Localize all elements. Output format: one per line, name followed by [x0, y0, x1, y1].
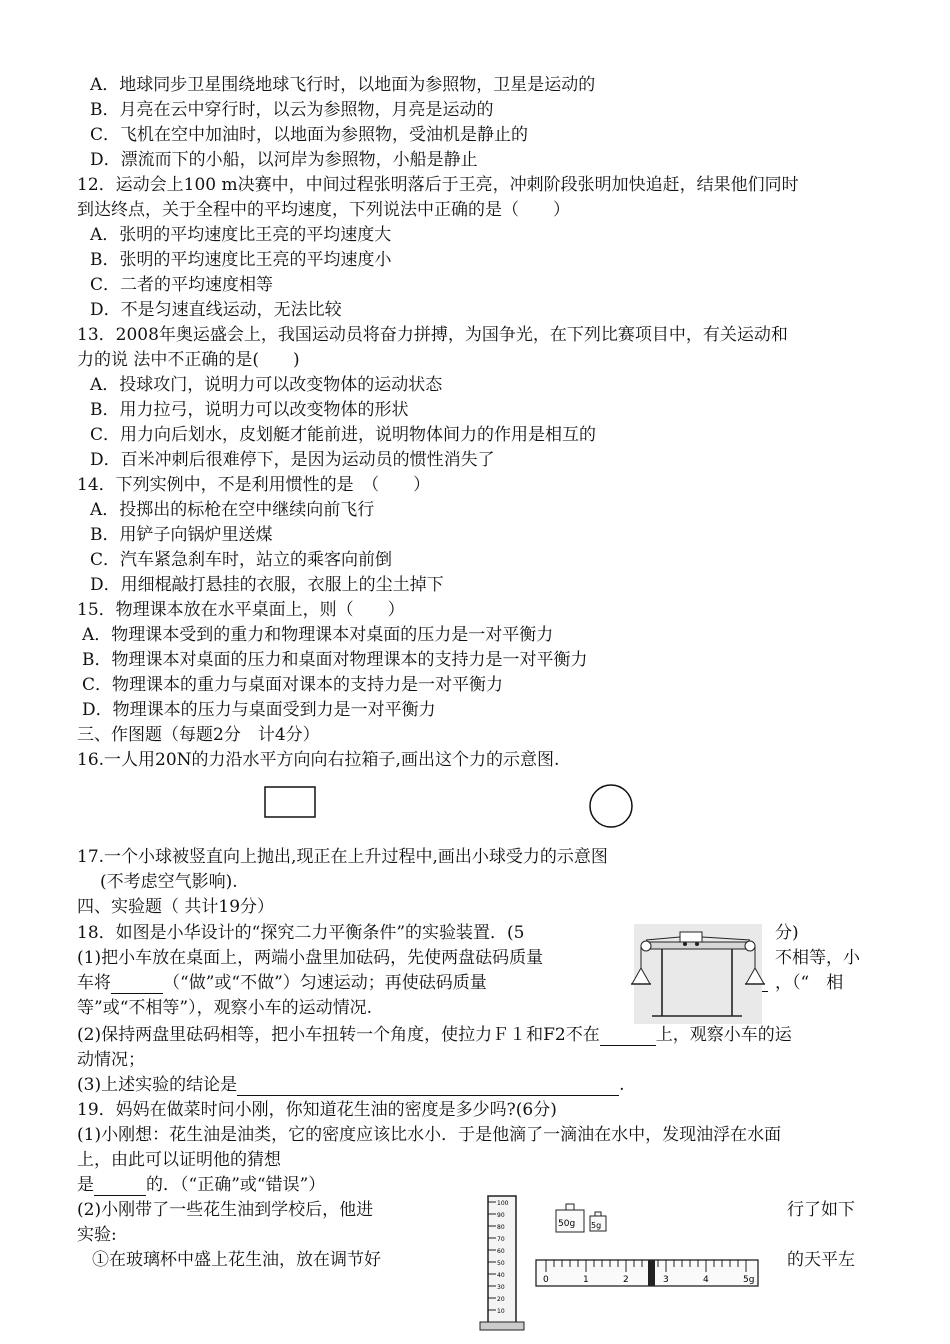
ruler-tick-label: 5g: [743, 1275, 755, 1285]
section-3-heading: 三、作图题（每题2分 计4分）: [77, 725, 320, 745]
q12-stem-line2: 到达终点，关于全程中的平均速度，下列说法中正确的是（ ）: [77, 200, 570, 220]
q18-part1-line3: 等”或“不相等”），观察小车的运动情况.: [77, 998, 372, 1018]
q18-part2-text-b: 上，观察小车的运: [655, 1025, 792, 1045]
q18-part1-text-b: （“做”或“不做”）匀速运动；再使砝码质量: [163, 973, 487, 993]
cylinder-tick-label: 20: [497, 1296, 505, 1303]
q12-option-a: A．张明的平均速度比王亮的平均速度大: [90, 225, 392, 245]
q13-stem-line1: 13．2008年奥运盛会上，我国运动员将奋力拼搏，为国争光，在下列比赛项目中，有关运动和: [77, 325, 788, 345]
cylinder-tick-label: 30: [497, 1284, 505, 1291]
q18-part3: [77, 1074, 625, 1096]
weights: [556, 1204, 606, 1232]
cylinder-tick-label: 10: [497, 1308, 505, 1315]
q18-part3-end: .: [619, 1075, 625, 1095]
q11-option-c: C．飞机在空中加油时，以地面为参照物，受油机是静止的: [90, 125, 529, 145]
q12-stem-line1: 12．运动会上100 m决赛中，中间过程张明落后于王亮，冲刺阶段张明加快追赶，结果他们同时: [77, 175, 799, 195]
q15-stem: 15．物理课本放在水平桌面上，则（ ）: [77, 600, 405, 620]
box-drawing: [260, 782, 322, 822]
q18-blank-1[interactable]: [111, 977, 163, 994]
q19-part1-line2: 上，由此可以证明他的猜想: [77, 1150, 281, 1170]
ball-drawing: [585, 780, 637, 832]
q19-part2-line2: 实验:: [77, 1225, 117, 1245]
q18-blank-3[interactable]: [600, 1029, 656, 1046]
ruler-tick-label: 3: [663, 1275, 669, 1285]
q18-part1-line2: [77, 972, 487, 994]
weight-5g-label: 5g: [591, 1221, 602, 1230]
q19-step1-a: ①在玻璃杯中盛上花生油，放在调节好: [92, 1250, 381, 1270]
q19-part2-a: (2)小刚带了一些花生油到学校后，他进: [77, 1200, 374, 1220]
q12-option-d: D．不是匀速直线运动，无法比较: [90, 300, 342, 320]
cylinder-tick-label: 50: [497, 1260, 505, 1267]
q13-option-a: A．投球攻门，说明力可以改变物体的运动状态: [90, 375, 443, 395]
cylinder-tick-label: 40: [497, 1272, 505, 1279]
q18-part1-text-a: 车将: [77, 973, 111, 993]
q18-part1-c: ，（“ 相: [775, 973, 844, 993]
q13-option-b: B．用力拉弓，说明力可以改变物体的形状: [90, 400, 409, 420]
q19-part1-line3: [77, 1174, 325, 1196]
ruler-tick-label: 0: [543, 1275, 549, 1285]
q14-option-d: D．用细棍敲打悬挂的衣服，衣服上的尘土掉下: [90, 575, 444, 595]
q18-part2-text-a: (2)保持两盘里砝码相等，把小车扭转一个角度，使拉力Ｆ１和F2不在: [77, 1025, 600, 1045]
q13-option-c: C．用力向后划水，皮划艇才能前进，说明物体间力的作用是相互的: [90, 425, 597, 445]
q19-part1-text-a: 是: [77, 1175, 94, 1195]
q19-part1-line1: (1)小刚想：花生油是油类，它的密度应该比水小．于是他滴了一滴油在水中，发现油浮在水面: [77, 1125, 782, 1145]
two-force-balance-apparatus: [628, 918, 768, 1030]
q14-option-a: A．投掷出的标枪在空中继续向前飞行: [90, 500, 375, 520]
cylinder-tick-label: 60: [497, 1248, 505, 1255]
ruler-tick-label: 4: [703, 1275, 709, 1285]
ruler-tick-label: 2: [623, 1275, 629, 1285]
q15-option-b: B．物理课本对桌面的压力和桌面对物理课本的支持力是一对平衡力: [82, 650, 588, 670]
q12-option-c: C．二者的平均速度相等: [90, 275, 274, 295]
q18-part1-a: (1)把小车放在桌面上，两端小盘里加砝码，先使两盘砝码质量: [77, 948, 544, 968]
q18-part2-line2: 动情况；: [77, 1050, 145, 1070]
balance-ruler: [536, 1260, 758, 1286]
q13-stem-line2: 力的说 法中不正确的是( ): [77, 350, 300, 370]
section-4-heading: 四、实验题（ 共计19分）: [77, 897, 275, 917]
q17-stem-line1: 17.一个小球被竖直向上抛出,现正在上升过程中,画出小球受力的示意图: [77, 847, 608, 867]
q18-part3-text: (3)上述实验的结论是: [77, 1075, 238, 1095]
q11-option-d: D．漂流而下的小船，以河岸为参照物，小船是静止: [90, 150, 478, 170]
q15-option-a: A．物理课本受到的重力和物理课本对桌面的压力是一对平衡力: [82, 625, 554, 645]
q12-option-b: B．张明的平均速度比王亮的平均速度小: [90, 250, 392, 270]
q11-option-b: B．月亮在云中穿行时，以云为参照物，月亮是运动的: [90, 100, 494, 120]
q19-part1-text-b: 的．（“正确”或“错误”）: [146, 1175, 326, 1195]
weight-50g-label: 50g: [558, 1219, 576, 1229]
q18-stem-b: 分): [775, 923, 799, 943]
measuring-figure: [478, 1188, 768, 1338]
ruler-tick-label: 1: [583, 1275, 589, 1285]
q17-stem-line2: (不考虑空气影响).: [100, 872, 238, 892]
q19-step1-b: 的天平左: [787, 1250, 855, 1270]
q15-option-c: C．物理课本的重力与桌面对课本的支持力是一对平衡力: [82, 675, 504, 695]
q13-option-d: D．百米冲刺后很难停下，是因为运动员的惯性消失了: [90, 450, 495, 470]
cylinder-tick-label: 90: [497, 1212, 505, 1219]
q14-option-b: B．用铲子向锅炉里送煤: [90, 525, 273, 545]
q18-blank-4[interactable]: [237, 1079, 619, 1096]
q19-stem: 19．妈妈在做菜时问小刚，你知道花生油的密度是多少吗?(6分): [77, 1100, 557, 1120]
q19-part2-b: 行了如下: [787, 1200, 855, 1220]
graduated-cylinder: [480, 1196, 524, 1330]
cylinder-tick-label: 70: [497, 1236, 505, 1243]
q18-stem-a: 18．如图是小华设计的“探究二力平衡条件”的实验装置．(5: [77, 923, 525, 943]
cylinder-tick-label: 100: [497, 1200, 509, 1207]
rider: [648, 1260, 655, 1286]
q18-part1-b: 不相等，小: [775, 948, 860, 968]
q19-blank-1[interactable]: [94, 1179, 146, 1196]
q14-option-c: C．汽车紧急刹车时，站立的乘客向前倒: [90, 550, 393, 570]
q11-option-a: A．地球同步卫星围绕地球飞行时，以地面为参照物，卫星是运动的: [90, 75, 596, 95]
cylinder-tick-label: 80: [497, 1224, 505, 1231]
q15-option-d: D．物理课本的压力与桌面受到力是一对平衡力: [82, 700, 436, 720]
q14-stem: 14．下列实例中，不是利用惯性的是 （ ）: [77, 475, 431, 495]
q16-stem: 16.一人用20N的力沿水平方向向右拉箱子,画出这个力的示意图.: [77, 750, 560, 770]
